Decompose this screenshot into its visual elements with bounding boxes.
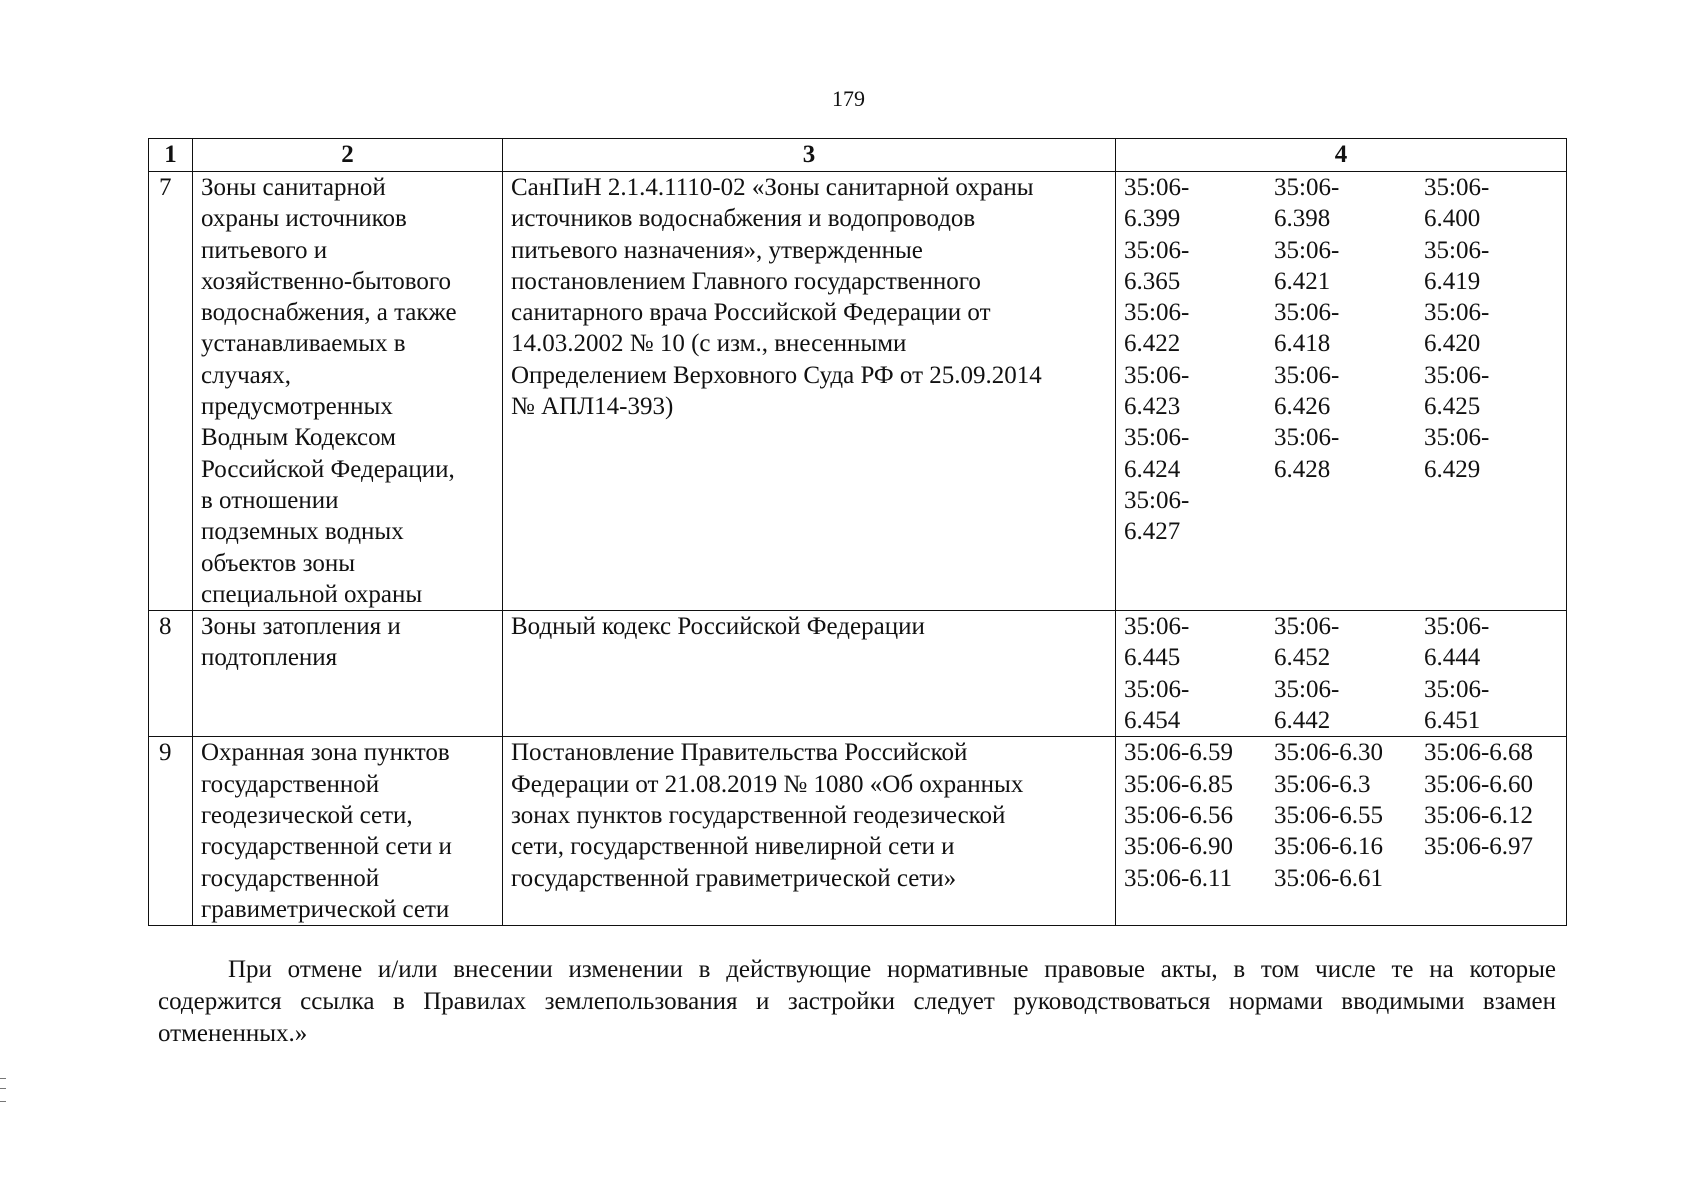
legal-basis-line: СанПиН 2.1.4.1110-02 «Зоны санитарной охраны bbox=[511, 174, 1034, 201]
cadastral-code: 35:06-6.11 bbox=[1124, 864, 1233, 892]
cadastral-code: 6.454 bbox=[1124, 707, 1181, 735]
header-col-2: 2 bbox=[193, 139, 503, 172]
cadastral-code bbox=[1424, 485, 1564, 516]
zone-name-line: геодезической сети, bbox=[201, 801, 413, 829]
cadastral-code: 35:06-6.90 bbox=[1124, 833, 1234, 861]
cadastral-code: 6.426 bbox=[1274, 393, 1331, 421]
zone-name-line: предусмотренных bbox=[201, 393, 393, 421]
cadastral-code: 6.399 bbox=[1124, 205, 1181, 233]
cadastral-code: 35:06-6.3 bbox=[1274, 770, 1371, 798]
zone-name-line: водоснабжения, а также bbox=[201, 299, 457, 327]
legal-basis-line: Определением Верховного Суда РФ от 25.09.2014 bbox=[511, 361, 1042, 389]
legal-basis-cell bbox=[503, 611, 1116, 737]
header-col-4: 4 bbox=[1116, 139, 1567, 172]
cadastral-code: 6.424 bbox=[1124, 455, 1181, 483]
table-row bbox=[149, 611, 1567, 737]
cadastral-codes-cell bbox=[1116, 737, 1567, 926]
cadastral-code: 35:06- bbox=[1124, 486, 1190, 514]
zone-name-line: подземных водных bbox=[201, 518, 404, 546]
closing-paragraph-line: содержится ссылка в Правилах землепользования и застройки следует руководствоваться нормами вводимыми взамен bbox=[158, 988, 1556, 1015]
zone-name-line: Зоны санитарной bbox=[201, 174, 386, 201]
legal-basis-line: источников водоснабжения и водопроводов bbox=[511, 205, 976, 233]
header-col-1: 1 bbox=[149, 139, 193, 172]
zone-name-cell bbox=[193, 737, 503, 926]
cadastral-code: 35:06- bbox=[1274, 613, 1340, 641]
cadastral-code: 35:06-6.30 bbox=[1274, 739, 1384, 767]
cadastral-code: 35:06- bbox=[1124, 613, 1190, 641]
zone-name-line: гравиметрической сети bbox=[201, 895, 450, 923]
row-number: 9 bbox=[149, 737, 193, 926]
cadastral-code: 35:06-6.97 bbox=[1424, 833, 1534, 861]
closing-paragraph bbox=[158, 954, 1556, 1050]
cadastral-code: 35:06- bbox=[1424, 236, 1490, 264]
cadastral-code: 35:06- bbox=[1274, 361, 1340, 389]
cadastral-code bbox=[1274, 516, 1424, 547]
zone-name-line: Водным Кодексом bbox=[201, 424, 396, 452]
cadastral-code: 35:06-6.68 bbox=[1424, 739, 1534, 767]
table-header-row bbox=[149, 139, 1567, 172]
cadastral-code: 6.425 bbox=[1424, 393, 1481, 421]
cadastral-code: 35:06- bbox=[1424, 174, 1490, 201]
cadastral-code: 6.429 bbox=[1424, 455, 1481, 483]
cadastral-code bbox=[1424, 516, 1564, 547]
cadastral-code: 6.422 bbox=[1124, 330, 1181, 358]
zone-name-line: специальной охраны bbox=[201, 580, 423, 608]
legal-basis-line: питьевого назначения», утвержденные bbox=[511, 236, 923, 264]
zone-name-line: Российской Федерации, bbox=[201, 455, 455, 483]
zone-name-line: государственной bbox=[201, 770, 380, 798]
legal-basis-line: санитарного врача Российской Федерации от bbox=[511, 299, 991, 327]
cadastral-code: 35:06-6.59 bbox=[1124, 739, 1234, 767]
cadastral-code: 35:06-6.55 bbox=[1274, 801, 1384, 829]
zone-name-cell bbox=[193, 611, 503, 737]
cadastral-codes-cell bbox=[1116, 611, 1567, 737]
legal-basis-line: Федерации от 21.08.2019 № 1080 «Об охранных bbox=[511, 770, 1024, 798]
cadastral-code: 35:06- bbox=[1274, 236, 1340, 264]
cadastral-code: 35:06- bbox=[1124, 299, 1190, 327]
cadastral-code: 6.400 bbox=[1424, 205, 1481, 233]
cadastral-code: 35:06- bbox=[1124, 361, 1190, 389]
legal-basis-line: № АПЛ14-393) bbox=[511, 393, 674, 421]
cadastral-code: 6.365 bbox=[1124, 267, 1181, 295]
zone-name-cell bbox=[193, 172, 503, 611]
cadastral-code: 6.418 bbox=[1274, 330, 1331, 358]
cadastral-code: 6.445 bbox=[1124, 644, 1181, 672]
closing-paragraph-line: отмененных.» bbox=[158, 1020, 308, 1047]
zones-table bbox=[148, 138, 1567, 926]
cadastral-code: 6.421 bbox=[1274, 267, 1331, 295]
cadastral-codes-grid bbox=[1124, 611, 1558, 736]
cadastral-code: 35:06- bbox=[1274, 299, 1340, 327]
zone-name-line: устанавливаемых в bbox=[201, 330, 406, 358]
cadastral-code: 35:06- bbox=[1124, 424, 1190, 452]
cadastral-code: 35:06- bbox=[1124, 174, 1190, 201]
cadastral-code: 35:06- bbox=[1424, 424, 1490, 452]
cadastral-code: 6.452 bbox=[1274, 644, 1331, 672]
cadastral-code: 6.428 bbox=[1274, 455, 1331, 483]
cadastral-code: 35:06-6.12 bbox=[1424, 801, 1534, 829]
row-number: 8 bbox=[149, 611, 193, 737]
cadastral-code: 35:06- bbox=[1274, 675, 1340, 703]
cadastral-code bbox=[1274, 485, 1424, 516]
cadastral-code: 6.419 bbox=[1424, 267, 1481, 295]
legal-basis-line: сети, государственной нивелирной сети и bbox=[511, 833, 955, 861]
cadastral-code: 35:06-6.60 bbox=[1424, 770, 1534, 798]
cadastral-code: 35:06-6.56 bbox=[1124, 801, 1234, 829]
cadastral-code: 6.427 bbox=[1124, 518, 1181, 546]
table-row bbox=[149, 737, 1567, 926]
cadastral-code: 35:06- bbox=[1424, 675, 1490, 703]
cadastral-code bbox=[1424, 863, 1564, 894]
page-number: 179 bbox=[832, 86, 865, 111]
cadastral-code: 6.451 bbox=[1424, 707, 1481, 735]
cadastral-code: 6.423 bbox=[1124, 393, 1181, 421]
cadastral-code: 6.442 bbox=[1274, 707, 1331, 735]
zone-name-line: питьевого и bbox=[201, 236, 328, 264]
table-row bbox=[149, 172, 1567, 611]
zone-name-line: Зоны затопления и bbox=[201, 613, 401, 641]
legal-basis-line: 14.03.2002 № 10 (с изм., внесенными bbox=[511, 330, 907, 358]
scan-margin-mark bbox=[0, 1078, 6, 1102]
zone-name-line: в отношении bbox=[201, 486, 339, 514]
zone-name-line: Охранная зона пунктов bbox=[201, 739, 450, 767]
zone-name-line: государственной сети и bbox=[201, 833, 452, 861]
cadastral-codes-cell bbox=[1116, 172, 1567, 611]
legal-basis-cell bbox=[503, 737, 1116, 926]
legal-basis-line: Постановление Правительства Российской bbox=[511, 739, 968, 767]
cadastral-codes-grid bbox=[1124, 737, 1558, 893]
zone-name-line: объектов зоны bbox=[201, 549, 355, 577]
cadastral-code: 35:06-6.16 bbox=[1274, 833, 1384, 861]
legal-basis-line: Водный кодекс Российской Федерации bbox=[511, 613, 925, 641]
cadastral-code: 35:06- bbox=[1424, 613, 1490, 641]
cadastral-codes-grid bbox=[1124, 172, 1558, 548]
closing-paragraph-line: При отмене и/или внесении изменении в действующие нормативные правовые акты, в том числе те на которые bbox=[228, 956, 1556, 983]
cadastral-code: 6.444 bbox=[1424, 644, 1481, 672]
zone-name-line: хозяйственно-бытового bbox=[201, 267, 452, 295]
row-number: 7 bbox=[149, 172, 193, 611]
cadastral-code: 35:06-6.61 bbox=[1274, 864, 1384, 892]
legal-basis-line: зонах пунктов государственной геодезической bbox=[511, 801, 1006, 829]
cadastral-code: 35:06- bbox=[1274, 174, 1340, 201]
cadastral-code: 35:06- bbox=[1424, 299, 1490, 327]
legal-basis-line: государственной гравиметрической сети» bbox=[511, 864, 957, 892]
legal-basis-line: постановлением Главного государственного bbox=[511, 267, 981, 295]
cadastral-code: 35:06- bbox=[1274, 424, 1340, 452]
cadastral-code: 35:06-6.85 bbox=[1124, 770, 1234, 798]
zone-name-line: подтопления bbox=[201, 644, 338, 672]
legal-basis-cell bbox=[503, 172, 1116, 611]
cadastral-code: 35:06- bbox=[1124, 236, 1190, 264]
cadastral-code: 35:06- bbox=[1424, 361, 1490, 389]
cadastral-code: 6.398 bbox=[1274, 205, 1331, 233]
zone-name-line: случаях, bbox=[201, 361, 291, 389]
zone-name-line: охраны источников bbox=[201, 205, 407, 233]
header-col-3: 3 bbox=[503, 139, 1116, 172]
cadastral-code: 35:06- bbox=[1124, 675, 1190, 703]
cadastral-code: 6.420 bbox=[1424, 330, 1481, 358]
zone-name-line: государственной bbox=[201, 864, 380, 892]
